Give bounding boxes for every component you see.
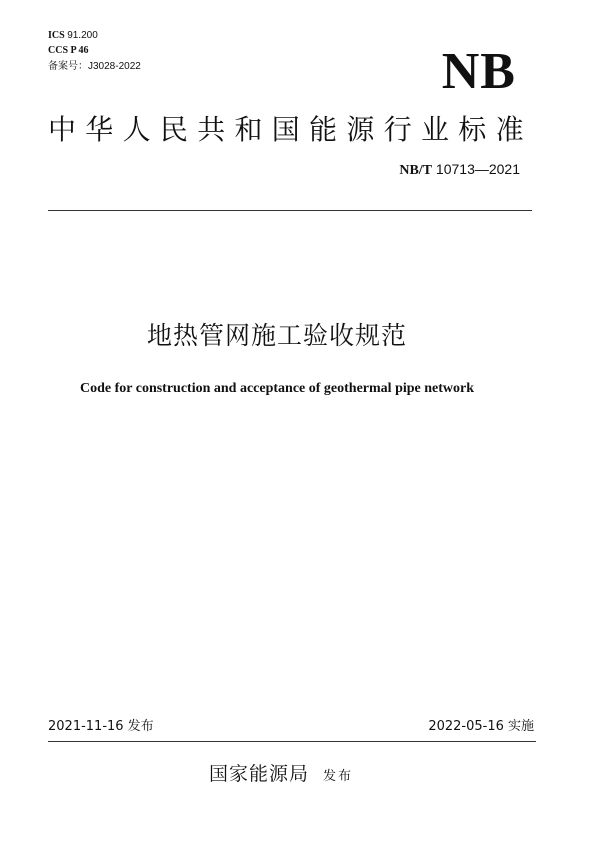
ics-number: 91.200 <box>67 30 98 41</box>
ics-code <box>48 30 98 42</box>
implementation-date: 2022-05-16 实施 <box>428 719 534 734</box>
standard-number <box>399 161 520 179</box>
record-number: 备案号：J3028-2022 <box>48 61 141 72</box>
standard-category: 中华人民共和国能源行业标准 <box>48 113 533 146</box>
standard-number-prefix: NB/T <box>399 163 433 178</box>
standard-number-value: 10713—2021 <box>435 161 520 177</box>
title-chinese: 地热管网施工验收规范 <box>147 321 408 350</box>
header-divider <box>48 210 532 211</box>
issuer-verb: 发布 <box>323 769 354 784</box>
issuer <box>209 762 353 789</box>
ccs-code: CCS P 46 <box>48 45 89 56</box>
issue-date: 2021-11-16 发布 <box>48 719 154 734</box>
title-english: Code for construction and acceptance of geothermal pipe network <box>80 381 475 396</box>
nb-logo: NB <box>441 43 516 100</box>
issuer-name: 国家能源局 <box>209 763 310 785</box>
ics-label: ICS <box>48 30 65 41</box>
footer-divider <box>48 741 536 742</box>
